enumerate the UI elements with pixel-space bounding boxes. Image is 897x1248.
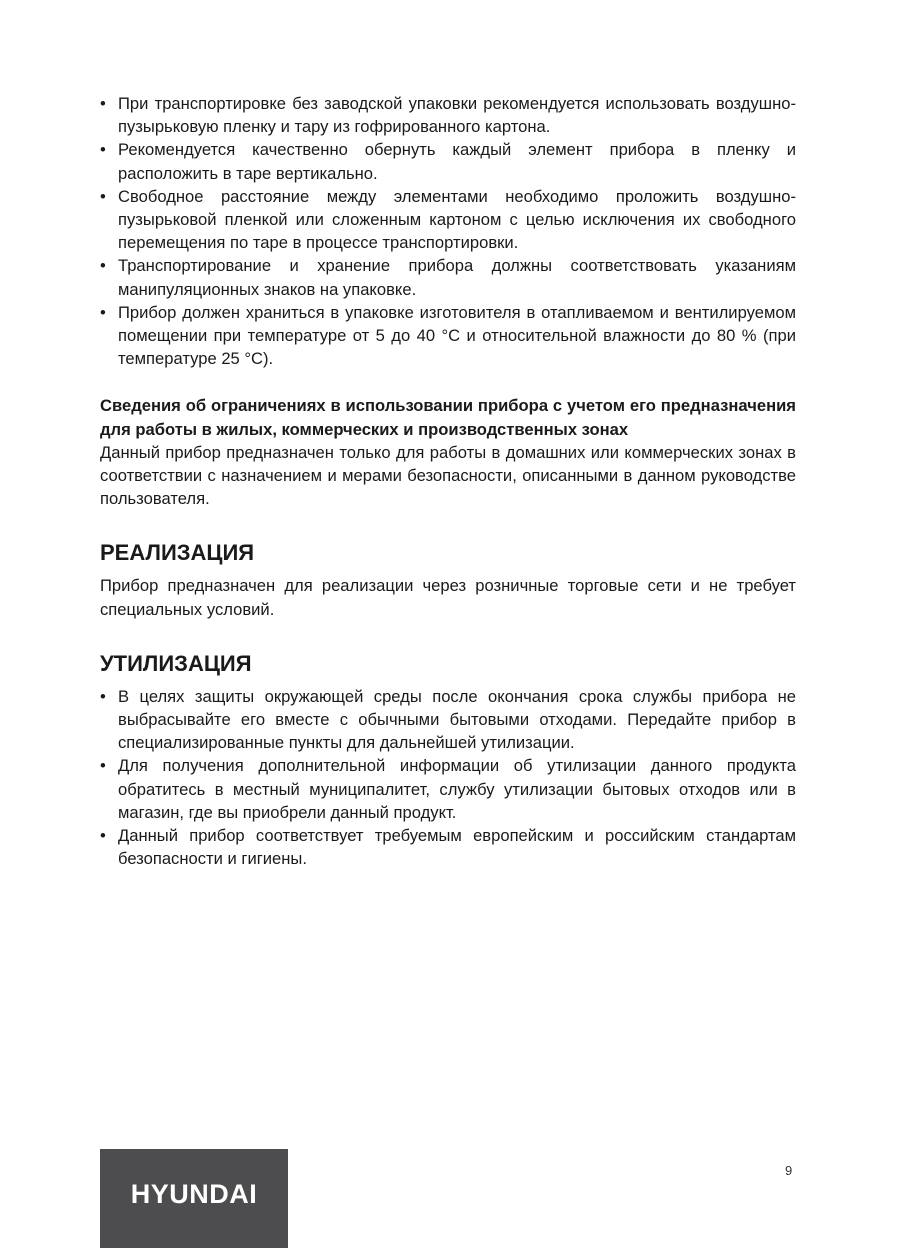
- list-item: • В целях защиты окружающей среды после окончания срока службы прибора не выбрасывайте его вместе с обычными бытовыми отходами. Передайте прибор в специализированные пункты для дальнейшей утилизации.: [100, 685, 796, 755]
- list-item: • При транспортировке без заводской упаковки рекомендуется использовать воздушно-пузырьковую пленку и тару из гофрированного картона.: [100, 92, 796, 138]
- realization-heading: РЕАЛИЗАЦИЯ: [100, 540, 255, 566]
- brand-logo: [100, 1149, 288, 1248]
- list-item: • Свободное расстояние между элементами необходимо проложить воздушно-пузырьковой пленкой или сложенным картоном с целью исключения их свободного перемещения по таре в процессе транспортировки.: [100, 185, 796, 255]
- restrictions-title: Сведения об ограничениях в использовании прибора с учетом его предназначения для работы в жилых, коммерческих и производственных зонах: [100, 396, 796, 439]
- restrictions-text: Данный прибор предназначен только для работы в домашних или коммерческих зонах в соответствии с назначением и мерами безопасности, описанными в данном руководстве пользователя.: [100, 442, 796, 509]
- page-number: 9: [785, 1163, 793, 1178]
- disposal-bullet-list: [100, 685, 796, 871]
- list-item: • Прибор должен храниться в упаковке изготовителя в отапливаемом и вентилируемом помещении при температуре от 5 до 40 °С и относительной влажности до 80 % (при температуре 25 °С).: [100, 301, 796, 371]
- list-item: • Транспортирование и хранение прибора должны соответствовать указаниям манипуляционных знаков на упаковке.: [100, 254, 796, 300]
- brand-logo-text: HYUNDAI: [130, 1179, 258, 1209]
- page-content: [100, 92, 796, 870]
- transport-bullet-list: [100, 92, 796, 370]
- list-item: • Для получения дополнительной информации об утилизации данного продукта обратитесь в местный муниципалитет, службу утилизации бытовых отходов или в магазин, где вы приобрели данный продукт.: [100, 754, 796, 824]
- list-item: • Рекомендуется качественно обернуть каждый элемент прибора в пленку и расположить в таре вертикально.: [100, 138, 796, 184]
- realization-text: Прибор предназначен для реализации через розничные торговые сети и не требует специальных условий.: [100, 576, 796, 619]
- disposal-heading: УТИЛИЗАЦИЯ: [100, 650, 252, 676]
- list-item: • Данный прибор соответствует требуемым европейским и российским стандартам безопасности и гигиены.: [100, 824, 796, 870]
